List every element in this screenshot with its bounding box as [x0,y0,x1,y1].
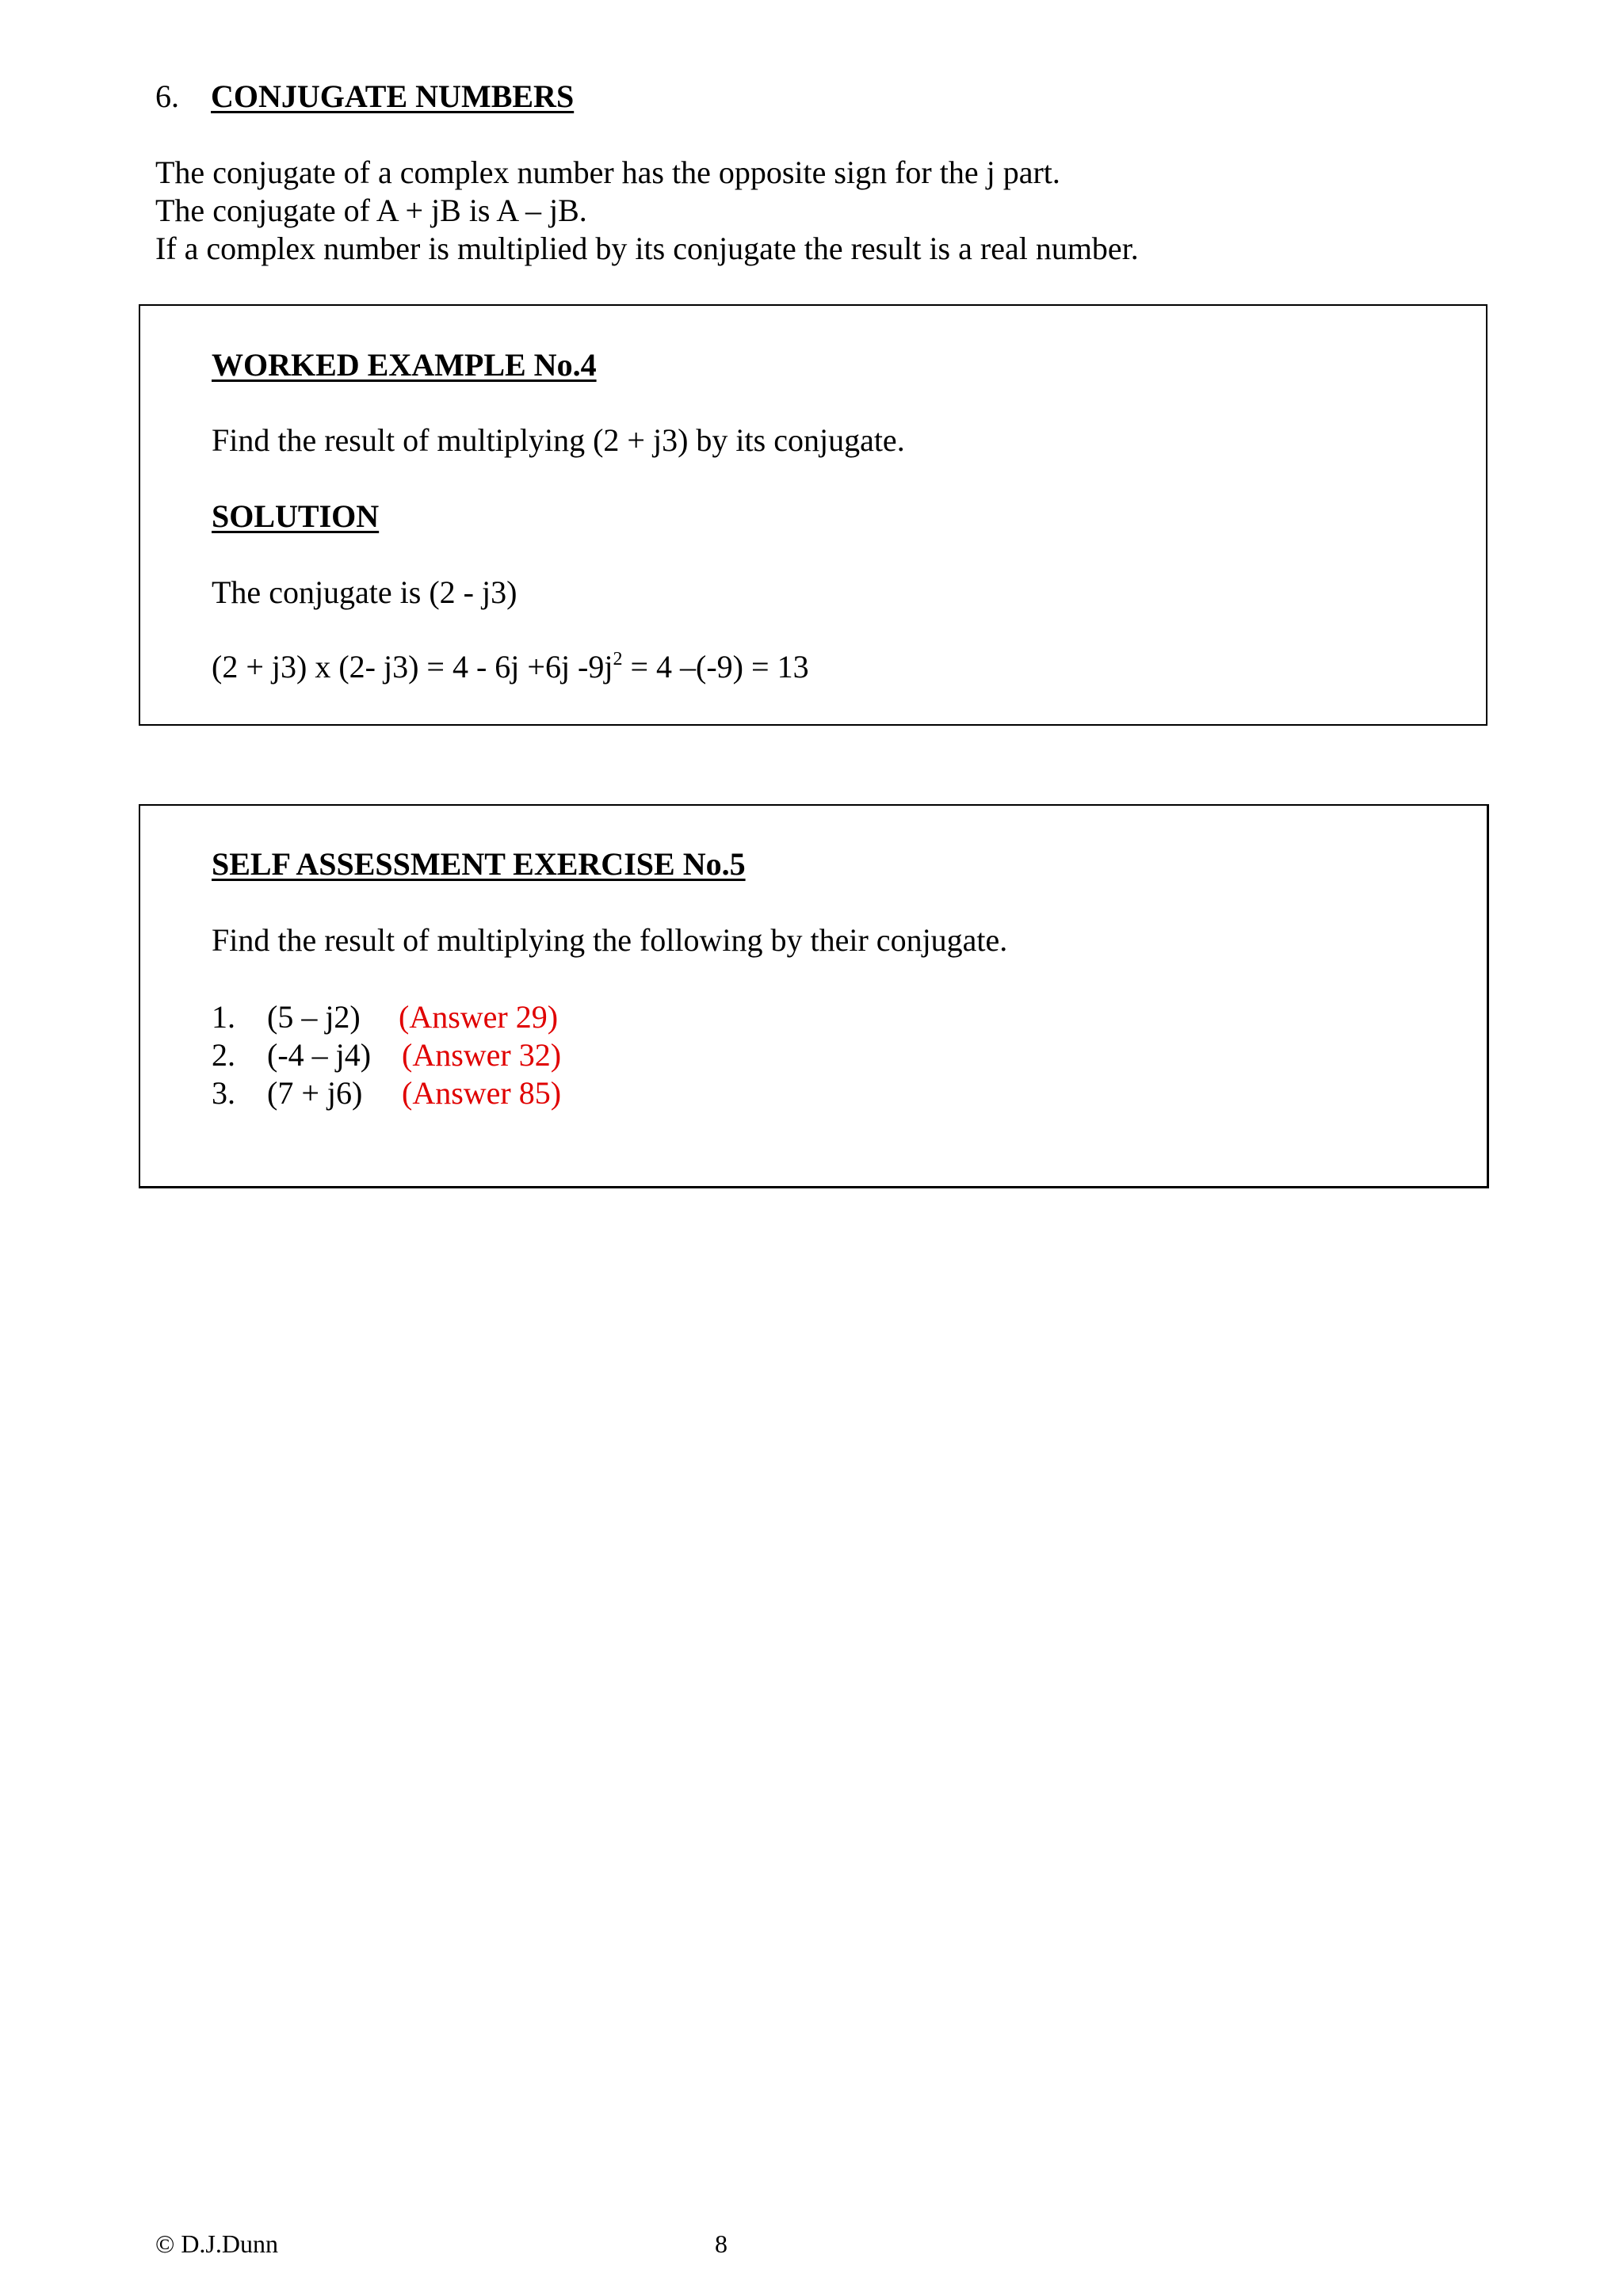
intro-paragraph [155,154,1139,268]
item-expression: (5 – j2) [267,999,361,1035]
self-assessment-box [139,804,1489,1188]
list-item [212,1074,561,1112]
item-answer: (Answer 32) [402,1037,562,1073]
item-expression: (-4 – j4) [267,1037,372,1073]
solution-line-1: The conjugate is (2 - j3) [212,574,517,610]
solution-exponent: 2 [613,649,623,669]
section-title: CONJUGATE NUMBERS [211,78,575,114]
item-expression: (7 + j6) [267,1075,363,1111]
intro-line-3: If a complex number is multiplied by its conjugate the result is a real number. [155,231,1139,266]
list-item [212,1036,561,1074]
item-number: 1. [212,999,235,1035]
list-item [212,998,561,1036]
footer-copyright: © D.J.Dunn [155,2229,278,2258]
solution-equation-start: (2 + j3) x (2- j3) = 4 - 6j +6j -9j [212,649,613,685]
exercise-list [212,998,561,1112]
worked-example-title: WORKED EXAMPLE No.4 [212,347,597,383]
worked-example-box [139,304,1487,726]
exercise-title: SELF ASSESSMENT EXERCISE No.5 [212,846,746,882]
page-number: 8 [715,2229,727,2258]
item-answer: (Answer 85) [402,1075,562,1111]
exercise-instruction: Find the result of multiplying the following by their conjugate. [212,922,1008,958]
item-number: 3. [212,1075,235,1111]
solution-heading: SOLUTION [212,498,380,534]
section-number: 6. [155,78,179,114]
intro-line-1: The conjugate of a complex number has the opposite sign for the j part. [155,154,1060,190]
item-answer: (Answer 29) [399,999,559,1035]
item-number: 2. [212,1037,235,1073]
intro-line-2: The conjugate of A + jB is A – jB. [155,193,587,228]
worked-example-question: Find the result of multiplying (2 + j3) by its conjugate. [212,422,905,458]
solution-equation-end: = 4 –(-9) = 13 [622,649,809,685]
solution-line-2 [212,648,809,686]
